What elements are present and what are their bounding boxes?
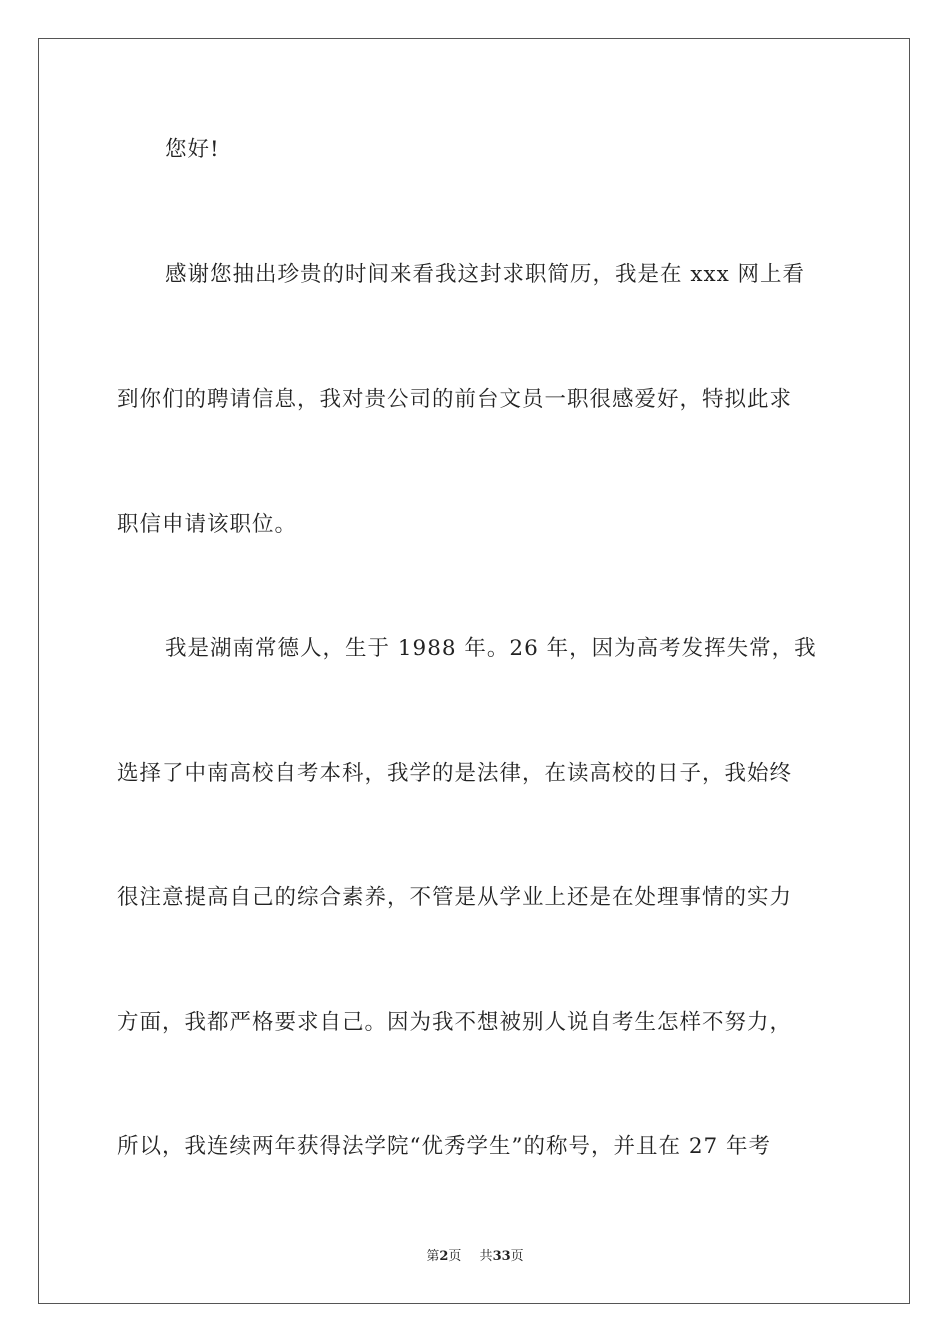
- body-line: 所以，我连续两年获得法学院“优秀学生”的称号，并且在 27 年考: [117, 1134, 772, 1159]
- page-footer: [0, 1248, 950, 1266]
- body-line: 很注意提高自己的综合素养，不管是从学业上还是在处理事情的实力: [117, 885, 793, 910]
- body-line: 我是湖南常德人，生于 1988 年。26 年，因为高考发挥失常，我: [165, 636, 817, 661]
- current-page-indicator: 第2页: [426, 1249, 462, 1264]
- greeting-line: 您好!: [165, 137, 220, 162]
- total-pages-indicator: 共33页: [479, 1249, 524, 1264]
- body-line: 感谢您抽出珍贵的时间来看我这封求职简历，我是在 xxx 网上看: [165, 262, 806, 287]
- page-border: [38, 38, 910, 1304]
- body-line: 选择了中南高校自考本科，我学的是法律，在读高校的日子，我始终: [117, 761, 793, 786]
- body-line: 职信申请该职位。: [117, 512, 298, 537]
- body-line: 方面，我都严格要求自己。因为我不想被别人说自考生怎样不努力，: [117, 1010, 793, 1035]
- body-line: 到你们的聘请信息，我对贵公司的前台文员一职很感爱好，特拟此求: [117, 387, 793, 412]
